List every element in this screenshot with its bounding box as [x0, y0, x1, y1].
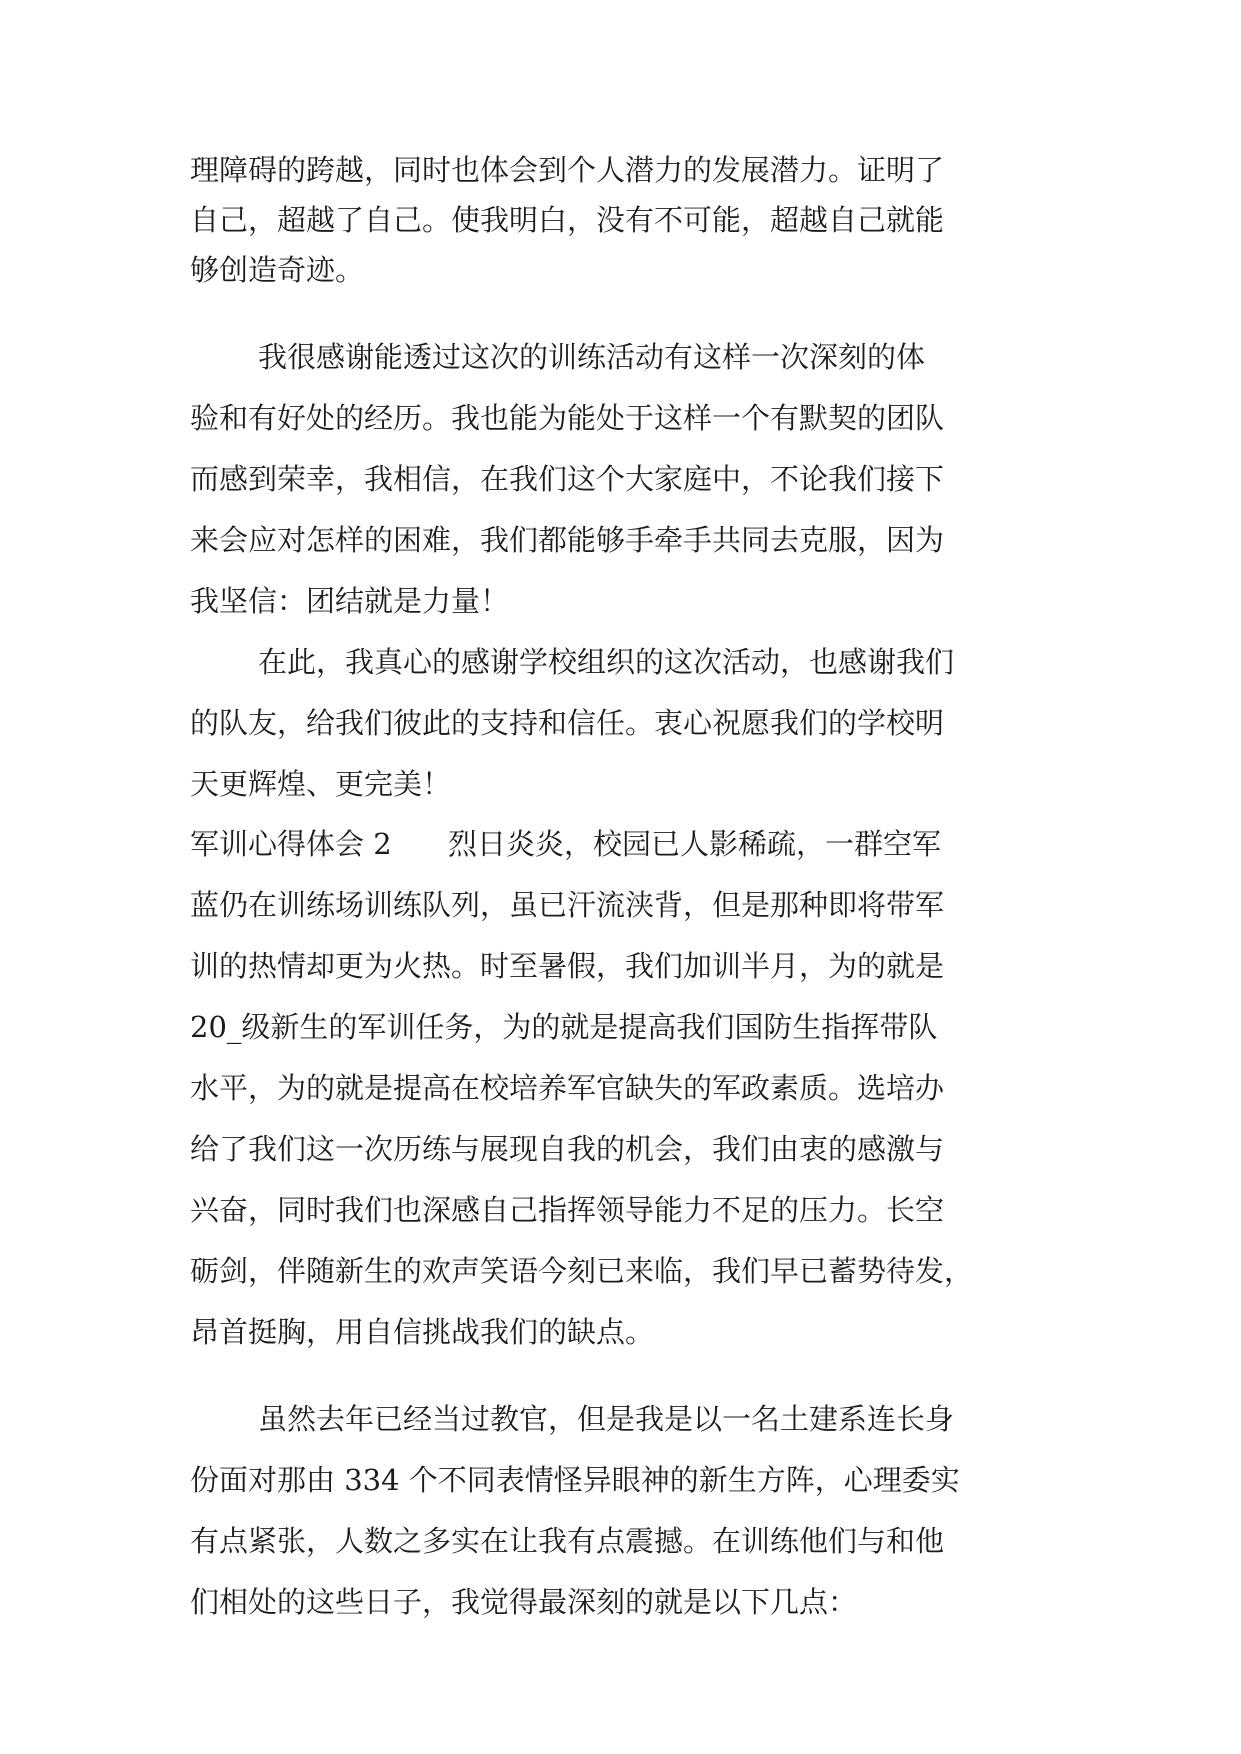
text-line: 昂首挺胸，用自信挑战我们的缺点。 — [190, 1315, 655, 1349]
section-heading-line — [190, 822, 1050, 866]
text-line: 给了我们这一次历练与展现自我的机会，我们由衷的感激与 — [190, 1132, 945, 1166]
text-line: 水平，为的就是提高在校培养军官缺失的军政素质。选培办 — [190, 1071, 945, 1105]
text-line: 兴奋，同时我们也深感自己指挥领导能力不足的压力。长空 — [190, 1193, 945, 1227]
text-line: 有点紧张，人数之多实在让我有点震撼。在训练他们与和他 — [190, 1524, 945, 1558]
text-line: 训的热情却更为火热。时至暑假，我们加训半月，为的就是 — [190, 949, 945, 983]
text-line: 来会应对怎样的困难，我们都能够手牵手共同去克服，因为 — [190, 523, 945, 557]
text-line: 的队友，给我们彼此的支持和信任。衷心祝愿我们的学校明 — [190, 706, 945, 740]
paragraph-first-line: 我很感谢能透过这次的训练活动有这样一次深刻的体 — [258, 340, 926, 374]
text-line: 们相处的这些日子，我觉得最深刻的就是以下几点： — [190, 1585, 858, 1619]
text-line: 砺剑，伴随新生的欢声笑语今刻已来临，我们早已蓄势待发， — [190, 1254, 974, 1288]
text-line: 我坚信：团结就是力量！ — [190, 584, 510, 618]
text-line: 蓝仍在训练场训练队列，虽已汗流浃背，但是那种即将带军 — [190, 888, 945, 922]
text-line: 够创造奇迹。 — [190, 253, 365, 287]
paragraph-first-line: 在此，我真心的感谢学校组织的这次活动，也感谢我们 — [258, 645, 955, 679]
text-line: 20_级新生的军训任务，为的就是提高我们国防生指挥带队 — [190, 1010, 938, 1044]
text-line: 验和有好处的经历。我也能为能处于这样一个有默契的团队 — [190, 401, 945, 435]
text-line: 烈日炎炎，校园已人影稀疏，一群空军 — [448, 827, 942, 861]
text-line: 而感到荣幸，我相信，在我们这个大家庭中，不论我们接下 — [190, 462, 945, 496]
text-line: 天更辉煌、更完美！ — [190, 767, 452, 801]
paragraph-first-line: 虽然去年已经当过教官，但是我是以一名土建系连长身 — [258, 1402, 955, 1436]
text-line: 理障碍的跨越，同时也体会到个人潜力的发展潜力。证明了 — [190, 153, 945, 187]
section-heading: 军训心得体会 2 — [190, 827, 392, 861]
text-line: 自己，超越了自己。使我明白，没有不可能，超越自己就能 — [190, 203, 945, 237]
text-line: 份面对那由 334 个不同表情怪异眼神的新生方阵，心理委实 — [190, 1463, 960, 1497]
